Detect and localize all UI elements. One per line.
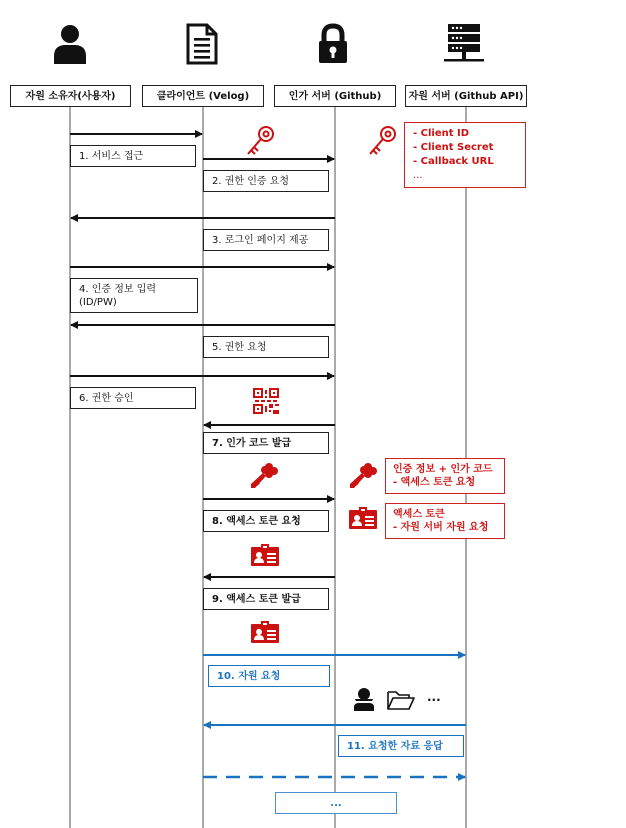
id-card-icon bbox=[251, 621, 279, 643]
step-2-label: 2. 권한 인증 요청 bbox=[203, 170, 329, 192]
step-12-ellipsis: ... bbox=[275, 792, 397, 814]
note-line: - 액세스 토큰 요청 bbox=[393, 477, 476, 488]
note-line: 액세스 토큰 bbox=[393, 509, 445, 520]
actor-auth-server: 인가 서버 (Github) bbox=[274, 85, 396, 107]
step-3-label: 3. 로그인 페이지 제공 bbox=[203, 229, 329, 251]
note-line: - Client Secret bbox=[413, 142, 494, 153]
resource-ellipsis: ... bbox=[427, 690, 441, 704]
key-outline-icon bbox=[244, 124, 276, 158]
key-solid-icon bbox=[249, 461, 279, 491]
qr-code-icon bbox=[253, 388, 279, 414]
user-resource-icon bbox=[353, 687, 375, 711]
actor-client: 클라이언트 (Velog) bbox=[142, 85, 264, 107]
step-11-label: 11. 요청한 자료 응답 bbox=[338, 735, 464, 757]
folder-icon bbox=[387, 689, 415, 711]
user-icon bbox=[52, 24, 88, 64]
id-card-icon bbox=[349, 507, 377, 529]
note-line: 인증 정보 + 인가 코드 bbox=[393, 464, 493, 475]
step-7-label: 7. 인가 코드 발급 bbox=[203, 432, 329, 454]
note-line: - Callback URL bbox=[413, 156, 494, 167]
key-outline-icon bbox=[366, 124, 398, 158]
document-icon bbox=[186, 23, 218, 65]
step-10-label: 10. 자원 요청 bbox=[208, 665, 330, 687]
key-solid-icon bbox=[348, 461, 378, 491]
step-8-label: 8. 액세스 토큰 요청 bbox=[203, 510, 329, 532]
note-line: - 자원 서버 자원 요청 bbox=[393, 522, 489, 533]
note-client-registration bbox=[404, 122, 526, 188]
step-6-label: 6. 권한 승인 bbox=[70, 387, 196, 409]
step-5-label: 5. 권한 요청 bbox=[203, 336, 329, 358]
step-4-label: 4. 인증 정보 입력 (ID/PW) bbox=[70, 278, 198, 313]
note-line: ... bbox=[413, 170, 423, 181]
step-1-label: 1. 서비스 접근 bbox=[70, 145, 196, 167]
note-token-request bbox=[385, 458, 505, 494]
note-resource-request bbox=[385, 503, 505, 539]
server-icon bbox=[442, 22, 486, 66]
step-9-label: 9. 액세스 토큰 발급 bbox=[203, 588, 329, 610]
actor-resource-owner: 자원 소유자(사용자) bbox=[10, 85, 131, 107]
lock-icon bbox=[316, 23, 350, 65]
actor-resource-server: 자원 서버 (Github API) bbox=[405, 85, 527, 107]
id-card-icon bbox=[251, 544, 279, 566]
note-line: - Client ID bbox=[413, 128, 470, 139]
